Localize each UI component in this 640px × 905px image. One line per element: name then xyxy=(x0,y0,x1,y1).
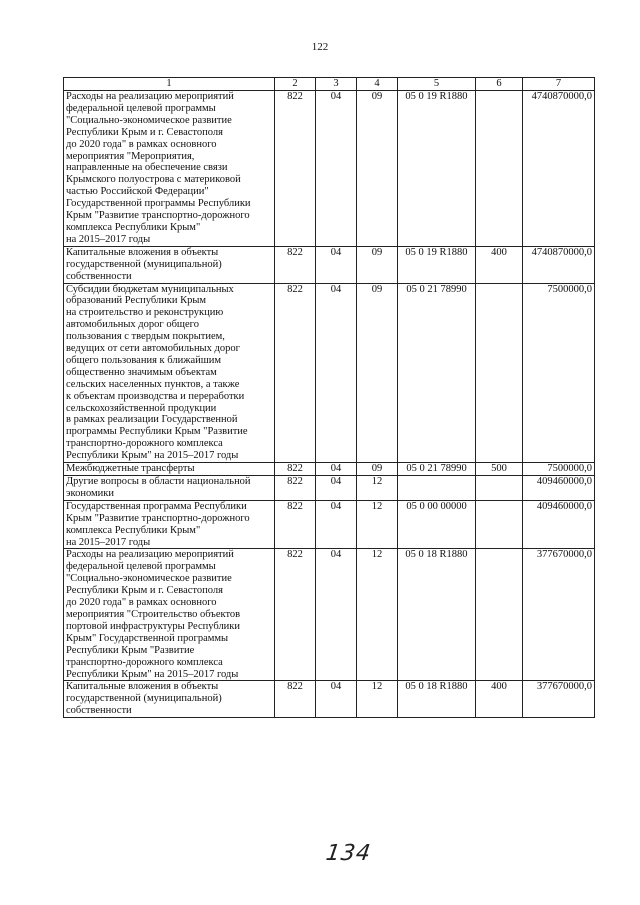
ministry-code-cell: 822 xyxy=(275,476,316,501)
target-article-cell: 05 0 19 R1880 xyxy=(398,246,476,283)
section-code-cell: 04 xyxy=(316,283,357,463)
expense-type-cell: 400 xyxy=(476,681,523,718)
section-code-cell: 04 xyxy=(316,91,357,247)
column-header-5: 5 xyxy=(398,78,476,91)
row-name-cell: Капитальные вложения в объекты государственной (муниципальной) собственности xyxy=(64,681,275,718)
column-header-6: 6 xyxy=(476,78,523,91)
expense-type-cell: 500 xyxy=(476,463,523,476)
subsection-code-cell: 09 xyxy=(357,246,398,283)
expense-type-cell xyxy=(476,283,523,463)
ministry-code-cell: 822 xyxy=(275,549,316,681)
target-article-cell: 05 0 19 R1880 xyxy=(398,91,476,247)
table-header-row xyxy=(64,78,595,91)
section-code-cell: 04 xyxy=(316,246,357,283)
row-name-cell: Другие вопросы в области национальной экономики xyxy=(64,476,275,501)
table-row xyxy=(64,283,595,463)
table-row xyxy=(64,681,595,718)
expense-type-cell xyxy=(476,91,523,247)
ministry-code-cell: 822 xyxy=(275,246,316,283)
expense-type-cell xyxy=(476,549,523,681)
subsection-code-cell: 12 xyxy=(357,476,398,501)
page-number: 122 xyxy=(311,41,329,53)
target-article-cell xyxy=(398,476,476,501)
table-row xyxy=(64,91,595,247)
amount-cell: 409460000,0 xyxy=(523,500,595,549)
row-name-cell: Расходы на реализацию мероприятий федеральной целевой программы "Социально-экономическое развитие Республики Крым и г. Севастополя до 2020 года" в рамках основного мероприятия "Строительство объектов портовой инфраструктуры Республики Крым" Государственной программы Республики Крым "Развитие транспортно-дорожного комплекса Республики Крым" на 2015–2017 годы xyxy=(64,549,275,681)
section-code-cell: 04 xyxy=(316,549,357,681)
amount-cell: 7500000,0 xyxy=(523,463,595,476)
target-article-cell: 05 0 18 R1880 xyxy=(398,549,476,681)
table-row xyxy=(64,549,595,681)
row-name-cell: Государственная программа Республики Крым "Развитие транспортно-дорожного комплекса Республики Крым" на 2015–2017 годы xyxy=(64,500,275,549)
target-article-cell: 05 0 21 78990 xyxy=(398,283,476,463)
section-code-cell: 04 xyxy=(316,500,357,549)
section-code-cell: 04 xyxy=(316,681,357,718)
subsection-code-cell: 09 xyxy=(357,463,398,476)
row-name-cell: Межбюджетные трансферты xyxy=(64,463,275,476)
expense-type-cell xyxy=(476,476,523,501)
target-article-cell: 05 0 00 00000 xyxy=(398,500,476,549)
ministry-code-cell: 822 xyxy=(275,681,316,718)
target-article-cell: 05 0 21 78990 xyxy=(398,463,476,476)
table-row xyxy=(64,476,595,501)
table-row xyxy=(64,246,595,283)
expense-type-cell xyxy=(476,500,523,549)
target-article-cell: 05 0 18 R1880 xyxy=(398,681,476,718)
row-name-cell: Расходы на реализацию мероприятий федеральной целевой программы "Социально-экономическое развитие Республики Крым и г. Севастополя до 2020 года" в рамках основного мероприятия "Мероприятия, направленные на обеспечение связи Крымского полуострова с материковой частью Российской Федерации" Государственной программы Республики Крым "Развитие транспортно-дорожного комплекса Республики Крым" на 2015–2017 годы xyxy=(64,91,275,247)
row-name-cell: Капитальные вложения в объекты государственной (муниципальной) собственности xyxy=(64,246,275,283)
subsection-code-cell: 12 xyxy=(357,500,398,549)
ministry-code-cell: 822 xyxy=(275,91,316,247)
expense-type-cell: 400 xyxy=(476,246,523,283)
amount-cell: 4740870000,0 xyxy=(523,91,595,247)
column-header-4: 4 xyxy=(357,78,398,91)
section-code-cell: 04 xyxy=(316,463,357,476)
amount-cell: 7500000,0 xyxy=(523,283,595,463)
budget-table xyxy=(63,77,595,718)
amount-cell: 377670000,0 xyxy=(523,549,595,681)
amount-cell: 377670000,0 xyxy=(523,681,595,718)
column-header-3: 3 xyxy=(316,78,357,91)
section-code-cell: 04 xyxy=(316,476,357,501)
subsection-code-cell: 09 xyxy=(357,283,398,463)
ministry-code-cell: 822 xyxy=(275,500,316,549)
ministry-code-cell: 822 xyxy=(275,463,316,476)
ministry-code-cell: 822 xyxy=(275,283,316,463)
column-header-1: 1 xyxy=(64,78,275,91)
table-row xyxy=(64,463,595,476)
table-row xyxy=(64,500,595,549)
subsection-code-cell: 12 xyxy=(357,549,398,681)
row-name-cell: Субсидии бюджетам муниципальных образований Республики Крым на строительство и реконструкцию автомобильных дорог общего пользования с твердым покрытием, ведущих от сети автомобильных дорог общего пользования к ближайшим общественно значимым объектам сельских населенных пунктов, а также к объектам производства и переработки сельскохозяйственной продукции в рамках реализации Государственной программы Республики Крым "Развитие транспортно-дорожного комплекса Республики Крым" на 2015–2017 годы xyxy=(64,283,275,463)
amount-cell: 4740870000,0 xyxy=(523,246,595,283)
column-header-2: 2 xyxy=(275,78,316,91)
subsection-code-cell: 09 xyxy=(357,91,398,247)
amount-cell: 409460000,0 xyxy=(523,476,595,501)
column-header-7: 7 xyxy=(523,78,595,91)
subsection-code-cell: 12 xyxy=(357,681,398,718)
handwritten-page-mark: 134 xyxy=(324,841,373,866)
